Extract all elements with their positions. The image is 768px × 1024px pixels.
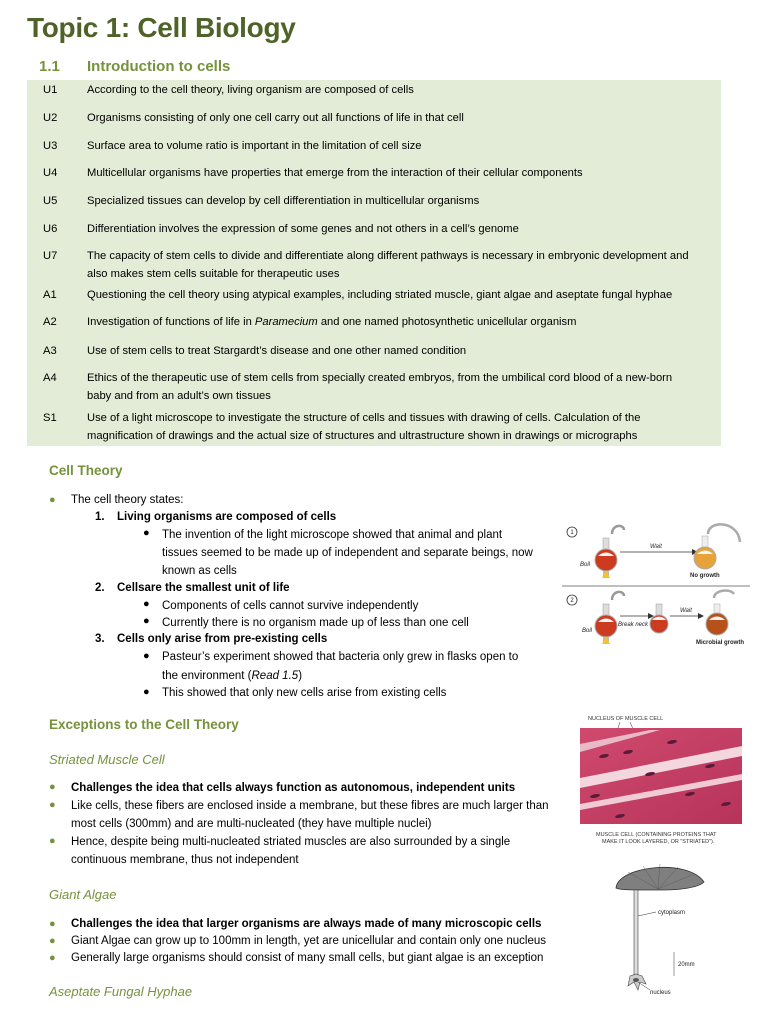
bullet-icon: ●: [49, 935, 56, 947]
row-text-line: baby and from an adult’s own tissues: [87, 390, 271, 402]
syllabus-table: [27, 80, 721, 446]
list-item: Giant Algae can grow up to 100mm in length, yet are unicellular and contain only one nucleus: [71, 935, 546, 947]
row-code: U2: [43, 112, 58, 124]
bullet-icon: ●: [49, 781, 56, 793]
row-code: S1: [43, 412, 57, 424]
list-item: Challenges the idea that cells always function as autonomous, independent units: [71, 782, 516, 794]
list-item: Like cells, these fibers are enclosed inside a membrane, but these fibres are much larger than: [71, 800, 549, 812]
cell-theory-intro: The cell theory states:: [71, 494, 184, 506]
label-boil: Boil: [580, 562, 591, 568]
flask-broth: [706, 613, 728, 635]
row-text: Questioning the cell theory using atypical examples, including striated muscle, giant algae and aseptate fungal hyphae: [87, 289, 673, 301]
flask-broth: [694, 547, 716, 569]
label-microbial-growth: Microbial growth: [696, 640, 744, 646]
sub-point: Currently there is no organism made up of less than one cell: [162, 617, 469, 629]
sub-point: known as cells: [162, 565, 237, 577]
caption-line-1: MUSCLE CELL (CONTAINING PROTEINS THAT: [596, 832, 717, 838]
bullet-icon: ●: [49, 494, 56, 506]
bullet-icon: ●: [49, 799, 56, 811]
step-number-2: 2: [570, 598, 574, 604]
row-code: A1: [43, 289, 57, 301]
point-number: 2.: [95, 582, 105, 594]
list-item: [49, 491, 56, 509]
algae-stalk: [634, 890, 638, 976]
point-title: Living organisms are composed of cells: [117, 511, 337, 523]
bullet-icon: ●: [49, 952, 56, 964]
sub-point: This showed that only new cells arise from existing cells: [162, 687, 447, 699]
label-nucleus: nucleus: [650, 990, 671, 996]
label-break-neck: Break neck: [618, 622, 649, 628]
label-no-growth: No growth: [690, 573, 720, 579]
bullet-icon: ●: [143, 650, 150, 662]
page-title: Topic 1: Cell Biology: [27, 12, 296, 43]
fungal-heading: Aseptate Fungal Hyphae: [49, 984, 193, 999]
sub-point: [162, 667, 302, 685]
row-text-part: Investigation of functions of life in: [87, 316, 255, 328]
row-text: [87, 409, 713, 445]
flask-broth: [595, 549, 617, 571]
row-text-line: Ethics of the therapeutic use of stem cells from specially created embryos, from the umbilical cord blood of a new-born: [87, 372, 673, 384]
flask-broth: [595, 615, 617, 637]
nucleus-shape: [633, 978, 639, 982]
list-item: Challenges the idea that larger organisms are always made of many microscopic cells: [71, 918, 542, 930]
sub-point: Components of cells cannot survive independently: [162, 600, 419, 612]
point-title: Cellsare the smallest unit of life: [117, 582, 290, 594]
swan-neck: [612, 592, 624, 600]
sub-point: Pasteur’s experiment showed that bacteria only grew in flasks open to: [162, 651, 519, 663]
pointer-line: [638, 912, 656, 916]
swan-neck: [708, 524, 740, 542]
giant-algae-figure: [608, 860, 728, 1000]
list-item: Generally large organisms should consist of many small cells, but giant algae is an exception: [71, 952, 544, 964]
row-text: Multicellular organisms have properties that emerge from the interaction of their cellular components: [87, 167, 583, 179]
row-text: [87, 247, 713, 283]
step-number-1: 1: [570, 530, 574, 536]
label-scale: 20mm: [678, 962, 695, 968]
swan-neck: [612, 526, 624, 534]
list-item-cont: continuous membrane, thus not independent: [71, 854, 299, 866]
row-code: A2: [43, 316, 57, 328]
row-text: Organisms consisting of only one cell carry out all functions of life in that cell: [87, 112, 464, 124]
bullet-icon: ●: [143, 686, 150, 698]
row-code: A4: [43, 372, 57, 384]
section-title: Introduction to cells: [87, 58, 231, 75]
row-code: U7: [43, 250, 58, 262]
label-wait: Wait: [650, 544, 662, 550]
row-code: U4: [43, 167, 58, 179]
pasteur-experiment-figure: [562, 520, 754, 692]
algae-heading: Giant Algae: [49, 887, 117, 902]
row-code: U1: [43, 84, 58, 96]
row-code: A3: [43, 345, 57, 357]
swan-neck: [714, 591, 734, 598]
muscle-cell-figure: [580, 712, 744, 852]
list-item-cont: most cells (300mm) and are multi-nucleated (they have multiple nuclei): [71, 818, 432, 830]
sub-point: tissues seemed to be made up of independent and separate beings, now: [162, 547, 533, 559]
row-code: U3: [43, 140, 58, 152]
point-number: 3.: [95, 633, 105, 645]
row-text: Surface area to volume ratio is important in the limitation of cell size: [87, 140, 422, 152]
row-code: U5: [43, 195, 58, 207]
text-italic: Read 1.5: [251, 670, 299, 682]
algae-rhizoid: [628, 974, 646, 990]
bullet-icon: ●: [49, 918, 56, 930]
row-text: Use of stem cells to treat Stargardt’s disease and one other named condition: [87, 345, 467, 357]
sub-point: The invention of the light microscope showed that animal and plant: [162, 529, 503, 541]
list-item: Hence, despite being multi-nucleated striated muscles are also surrounded by a single: [71, 836, 511, 848]
point-number: 1.: [95, 511, 105, 523]
row-text-line: magnification of drawings and the actual size of structures and ultrastructure shown in drawings or micrographs: [87, 430, 638, 442]
label-wait: Wait: [680, 608, 692, 614]
striated-heading: Striated Muscle Cell: [49, 752, 165, 767]
section-number: 1.1: [39, 58, 60, 75]
text-part: ): [298, 670, 303, 682]
row-text: Specialized tissues can develop by cell differentiation in multicellular organisms: [87, 195, 480, 207]
row-text-part: and one named photosynthetic unicellular organism: [317, 316, 577, 328]
row-text-line: Use of a light microscope to investigate the structure of cells and tissues with drawing of cells. Calculation of the: [87, 412, 641, 424]
label-boil: Boil: [582, 628, 593, 634]
point-title: Cells only arise from pre-existing cells: [117, 633, 328, 645]
caption-line-2: MAKE IT LOOK LAYERED, OR "STRIATED").: [602, 839, 715, 845]
bullet-icon: ●: [143, 527, 150, 539]
row-text: Differentiation involves the expression of some genes and not others in a cell’s genome: [87, 223, 519, 235]
row-code: U6: [43, 223, 58, 235]
label-cytoplasm: cytoplasm: [658, 910, 686, 916]
cell-theory-heading: Cell Theory: [49, 463, 123, 478]
row-text: [87, 313, 713, 331]
exceptions-heading: Exceptions to the Cell Theory: [49, 717, 239, 732]
bullet-icon: ●: [143, 598, 150, 610]
row-text: According to the cell theory, living organism are composed of cells: [87, 84, 414, 96]
label-nucleus-muscle: NUCLEUS OF MUSCLE CELL: [588, 716, 664, 722]
bullet-icon: ●: [143, 615, 150, 627]
row-text-line: also makes stem cells suitable for therapeutic uses: [87, 268, 340, 280]
row-text: [87, 369, 713, 405]
row-text-line: The capacity of stem cells to divide and differentiate along different pathways is necessary in embryonic development and: [87, 250, 689, 262]
text-part: the environment (: [162, 670, 252, 682]
row-text-italic: Paramecium: [254, 316, 318, 328]
bullet-icon: ●: [49, 835, 56, 847]
arrow-head: [698, 613, 704, 619]
